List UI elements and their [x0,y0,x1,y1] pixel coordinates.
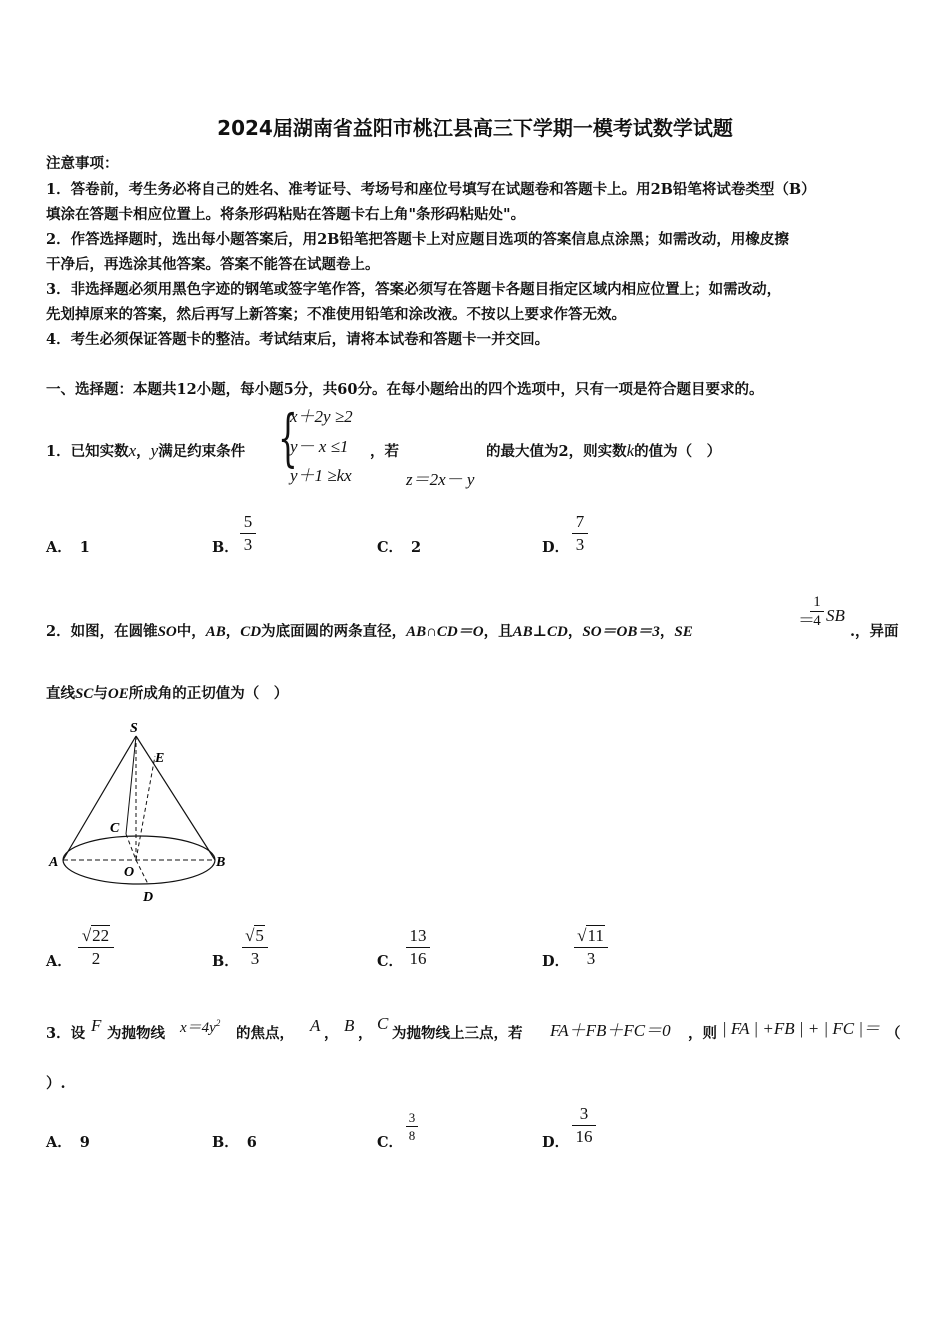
notice-line: 1．答卷前，考生务必将自己的姓名、准考证号、考场号和座位号填写在试题卷和答题卡上。用2B铅笔将试卷类型（B） [46,181,816,198]
q3-c: C [377,1014,389,1033]
q3-vector-eq: FA＋FB＋FC＝0 [550,1021,671,1040]
notice-line: 先划掉原来的答案，然后再写上新答案；不准使用铅笔和涂改液。不按以上要求作答无效。 [46,306,626,323]
q3-t2: 的焦点， [236,1025,294,1042]
q3-b: B [344,1016,355,1035]
se-eq: ＝ [798,611,815,630]
q3-d-fraction: 3 16 [572,1104,596,1147]
constraint-3: y＋1 ≥kx [290,466,352,485]
q3-option-b[interactable]: B． 6 [212,1134,257,1151]
q3-t1: 为抛物线 [107,1025,165,1042]
label-s: S [130,721,138,736]
notice-line: 2．作答选择题时，选出每小题答案后，用2B铅笔把答题卡上对应题目选项的答案信息点涂黑；如需改动，用橡皮擦 [46,231,789,248]
constraint-2: y－ x ≤1 [290,437,349,456]
q1-ruo: ，若 [370,443,399,460]
q2-option-d[interactable]: D． [542,953,570,970]
objective-function: z＝2x－ y [406,470,475,489]
q1-d-fraction: 7 3 [572,512,588,555]
q3-option-c[interactable]: C． [377,1134,404,1151]
q1-option-d[interactable]: D． [542,539,570,556]
q3-f: F [91,1016,102,1035]
label-c: C [110,821,120,836]
brace: { [278,401,298,474]
page-title: 2024届湖南省益阳市桃江县高三下学期一模考试数学试题 [217,116,733,140]
q3-t3: 为抛物线上三点，若 [392,1025,523,1042]
q1-b-fraction: 5 3 [240,512,256,555]
se-fraction: 1 4 [810,594,824,629]
notice-line: 填涂在答题卡相应位置上。将条形码粘贴在答题卡右上角"条形码粘贴处"。 [46,206,526,223]
label-a: A [49,855,59,870]
q2-stem-line1: 2．如图，在圆锥SO中，AB，CD为底面圆的两条直径，AB∩CD＝O，且AB⊥CD，SO＝OB＝3，SE [46,623,693,640]
q3-c2: ， [358,1025,373,1042]
q3-option-d[interactable]: D． [542,1134,570,1151]
q2-stem-tail: .，异面 [850,623,899,640]
q1-option-b[interactable]: B． [212,539,239,556]
notice-line: 4．考生必须保证答题卡的整洁。考试结束后，请将本试卷和答题卡一并交回。 [46,331,550,348]
q3-c1: ， [324,1025,339,1042]
q3-line2: ）. [46,1075,66,1092]
q3-abs-expr: | FA | +FB | + | FC |＝ [722,1019,881,1038]
label-b: B [216,855,226,870]
se-sb: SB [826,606,845,625]
q2-option-c[interactable]: C． [377,953,404,970]
notice-line: 3．非选择题必须用黑色字迹的钢笔或签字笔作答，答案必须写在答题卡各题目指定区域内相应位置上；如需改动， [46,281,782,298]
label-d: D [143,890,154,905]
cone-figure [44,716,244,908]
notice-line: 干净后，再选涂其他答案。答案不能答在试题卷上。 [46,256,380,273]
q2-option-b[interactable]: B． [212,953,239,970]
q3-c-fraction: 3 8 [406,1110,418,1143]
q3-parabola: $x=4y^2$ [180,1018,221,1036]
q2-option-a[interactable]: A． [46,953,72,970]
section-heading: 一、选择题：本题共12小题，每小题5分，共60分。在每小题给出的四个选项中，只有一项是符合题目要求的。 [46,381,764,398]
q2-c-fraction: 13 16 [406,926,430,969]
q1-tail: 的最大值为2，则实数k的值为（ ） [486,441,722,460]
q2-d-fraction: √11 3 [574,926,608,969]
q2-a-fraction: √22 2 [78,926,114,969]
q3-lead: 3．设 [46,1025,86,1042]
q3-t4: ，则 [688,1025,717,1042]
notice-heading: 注意事项： [46,155,119,172]
label-o: O [124,865,135,880]
q2-b-fraction: √5 3 [242,926,268,969]
q3-a: A [310,1016,321,1035]
q2-stem-line2: 直线SC与OE所成角的正切值为（ ） [46,685,289,702]
label-e: E [155,751,165,766]
q3-paren: （ [886,1025,901,1042]
q1-option-a[interactable]: A． 1 [46,539,90,556]
constraint-1: x＋2y ≥2 [290,407,353,426]
q1-option-c[interactable]: C． 2 [377,539,422,556]
q3-option-a[interactable]: A． 9 [46,1134,90,1151]
q1-stem: 1．已知实数x，y满足约束条件 [46,441,246,460]
